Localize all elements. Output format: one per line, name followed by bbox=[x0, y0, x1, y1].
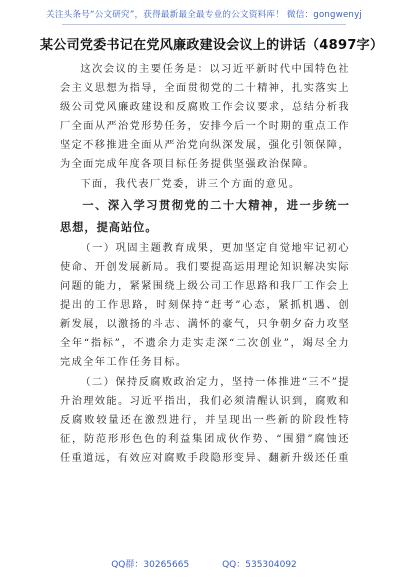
paragraph-point-1: （一）巩固主题教育成果，更加坚定自觉地牢记初心使命、开创发展新局。我们要提高运用理论知识解决实际问题的能力，紧紧围绕上级公司工作思路和我厂工作会上提出的工作思路，时刻保持“赶考”心态，紧抓机遇、创新发展，以激扬的斗志、满怀的豪气，只争朝夕奋力攻坚全年“指标”，不遗余力走实走深“二次创业”，竭尽全力完成全年工作任务目标。 bbox=[60, 243, 350, 368]
header-banner: 关注头条号“公文研究”，获得最新最全最专业的公文资料库！ 微信：gongwenyj bbox=[46, 10, 362, 20]
section-heading-1: 一、深入学习贯彻党的二十大精神，进一步统一思想，提高站位。 bbox=[60, 199, 350, 234]
footer-qq: QQ：535304092 bbox=[222, 560, 297, 570]
paragraph-point-2: （二）保持反腐败政治定力，坚持一体推进“三不”提升治理效能。习近平指出，我们必须清醒认识到，腐败和反腐败较量还在激烈进行，并呈现出一些新的阶段性特征，防范形形色色的利益集团成伙作势、“围猎”腐蚀还任重道远，有效应对腐败手段隐形变异、翻新升级还任重 bbox=[60, 377, 350, 464]
paragraph-intro: 这次会议的主要任务是：以习近平新时代中国特色社会主义思想为指导，全面贯彻党的二十精神，扎实落实上级公司党风廉政建设和反腐败工作会议要求，总结分析我厂全面从严治党形势任务，安排今后一个时期的重点工作坚定不移推进全面从严治党向纵深发展，强化引领保障，为全面完成年度各项目标任务提供坚强政治保障。 bbox=[60, 64, 350, 170]
footer-contacts bbox=[0, 557, 408, 570]
document-title: 某公司党委书记在党风廉政建设会议上的讲话（4897字） bbox=[40, 38, 384, 53]
document-body bbox=[60, 60, 350, 469]
footer-qq-group: QQ群：30265665 bbox=[111, 560, 190, 570]
paragraph-transition: 下面，我代表厂党委，讲三个方面的意见。 bbox=[80, 179, 301, 190]
header-rule bbox=[62, 24, 346, 25]
